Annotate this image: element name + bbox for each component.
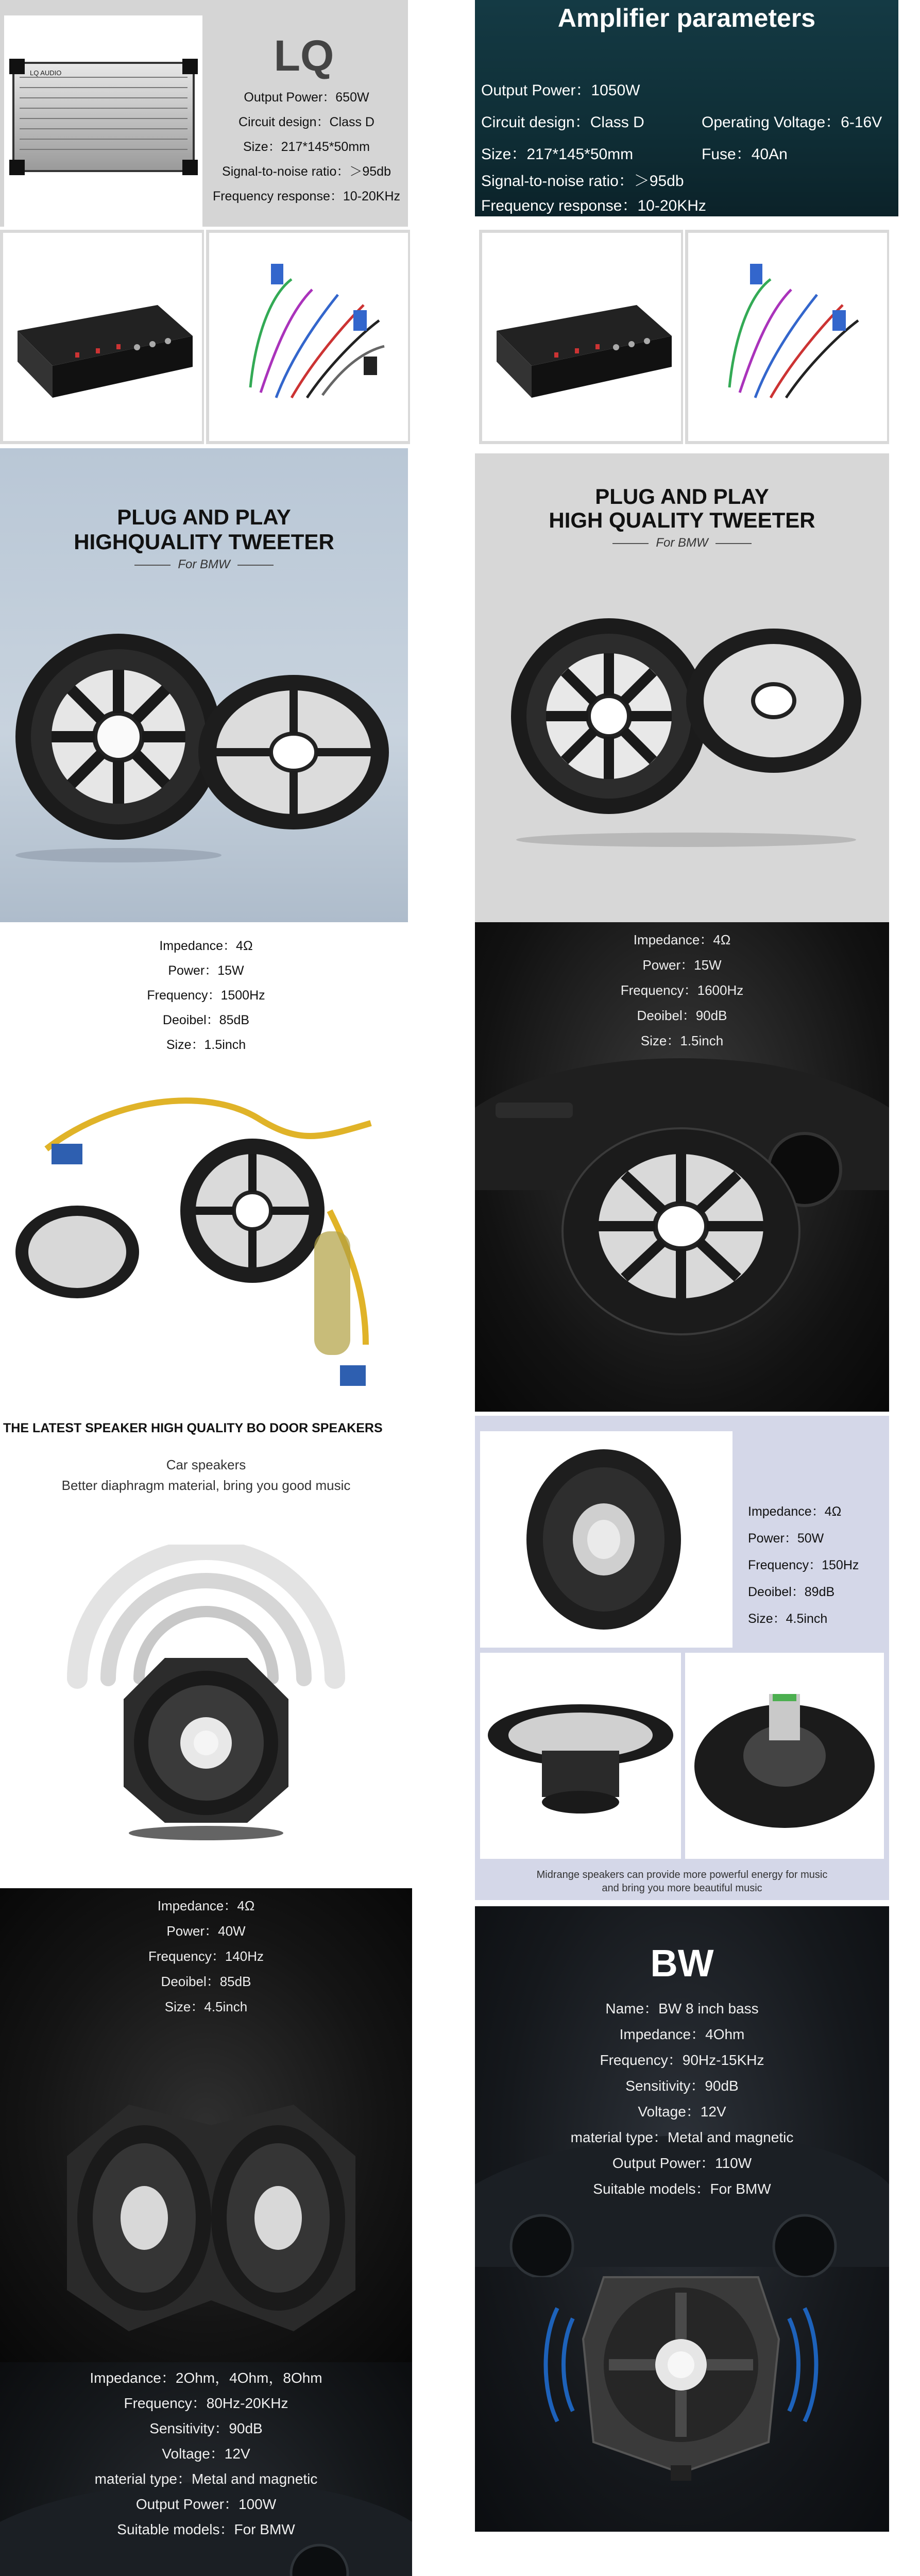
midrange-back-image	[685, 1653, 884, 1859]
amp-circuit: Circuit design：Class D	[481, 114, 644, 131]
spec-line: Frequency：1600Hz	[620, 982, 744, 998]
bw-specs	[475, 1996, 889, 2202]
spec-line: Size：4.5inch	[164, 1999, 248, 2014]
spec-line: Sensitivity：90dB	[149, 2420, 263, 2436]
tweeter-pair-image	[15, 603, 397, 871]
tweeter-subtitle-text: For BMW	[178, 557, 230, 571]
amp-photo-left	[0, 230, 204, 444]
spec-line: Deoibel：85dB	[162, 1013, 250, 1027]
amp-frequency: Frequency response：10-20KHz	[481, 197, 706, 214]
spec-line: Power：50W	[748, 1531, 824, 1546]
spec-line: material type：Metal and magnetic	[570, 2129, 794, 2145]
door-speakers-banner	[0, 1416, 412, 1885]
tweeter-subtitle	[475, 536, 889, 550]
amp-fuse: Fuse：40An	[702, 146, 788, 163]
tweeter-pair-image	[496, 582, 877, 850]
tweeter-heading-1: PLUG AND PLAY	[117, 505, 291, 529]
spec-line: Power：15W	[168, 963, 244, 978]
bass-subwoofer-image	[62, 2568, 350, 2576]
spec-line: Output Power：110W	[612, 2155, 752, 2171]
amp-snr: Signal-to-noise ratio：＞95db	[481, 173, 684, 190]
spec-line: Output Power：100W	[135, 2496, 277, 2512]
bw-title: BW	[650, 1942, 714, 1985]
cable-photo-right	[685, 230, 889, 444]
spec-line: Impedance：4Ω	[748, 1504, 842, 1519]
midrange-caption-2: and bring you more beautiful music	[602, 1883, 762, 1894]
spec-line: Voltage：12V	[638, 2104, 726, 2120]
spec-line: Size：1.5inch	[166, 1038, 246, 1052]
cable-photo-frame	[688, 233, 887, 441]
spec-line: Deoibel：90dB	[637, 1008, 727, 1023]
wiring-harness-image	[209, 233, 408, 441]
spec-line: Suitable models：For BMW	[593, 2181, 771, 2197]
midrange-back-photo	[685, 1653, 884, 1859]
tweeter-spec-list	[475, 927, 889, 1054]
amp-photo-frame	[482, 233, 681, 441]
cable-photo-left	[206, 230, 410, 444]
amp-photo-frame	[3, 233, 202, 441]
amplifier-angled-image	[3, 233, 202, 441]
spec-line: Size：4.5inch	[748, 1612, 828, 1626]
spec-line: Suitable models：For BMW	[117, 2521, 295, 2537]
tweeter-banner-right	[475, 453, 889, 922]
tweeter-spec-right	[475, 922, 889, 1412]
spec-line: Name：BW 8 inch bass	[605, 2001, 759, 2016]
lq-card	[0, 0, 408, 227]
spec-line: Voltage：12V	[162, 2446, 250, 2462]
lq-spec-line: Circuit design：Class D	[238, 115, 374, 129]
spec-line: Frequency：80Hz-20KHz	[124, 2395, 288, 2411]
tweeter-heading-2: HIGHQUALITY TWEETER	[74, 530, 334, 554]
amp-params-title: Amplifier parameters	[557, 4, 816, 32]
bw-card	[475, 1906, 889, 2532]
spec-line: Frequency：90Hz-15KHz	[600, 2052, 764, 2068]
cable-photo-frame	[209, 233, 408, 441]
midrange-specs	[748, 1498, 882, 1632]
spec-line: Power：15W	[642, 957, 722, 973]
spec-line: Deoibel：85dB	[161, 1974, 251, 1989]
tweeter-heading-1: PLUG AND PLAY	[595, 484, 769, 509]
lq-spec-line: Frequency response：10-20KHz	[212, 189, 401, 204]
lq-specs	[203, 85, 408, 209]
midrange-caption-1: Midrange speakers can provide more powerful energy for music	[536, 1869, 828, 1880]
amplifier-angled-image	[482, 233, 681, 441]
wiring-harness-image	[688, 233, 887, 441]
tweeter-image	[557, 1108, 805, 1345]
midrange-side-image	[480, 1653, 681, 1859]
midrange-spec-list	[0, 1893, 412, 2020]
amplifier-image	[4, 15, 202, 227]
amp-output-power: Output Power：1050W	[481, 82, 640, 99]
tweeter-subtitle-text: For BMW	[656, 536, 708, 550]
lq-spec-line: Signal-to-noise ratio：＞95db	[222, 164, 391, 179]
amp-photo-right	[479, 230, 683, 444]
bw-subwoofer-image	[526, 2236, 836, 2494]
spec-line: Frequency：1500Hz	[147, 988, 265, 1003]
door-speakers-sub2: Better diaphragm material, bring you good music	[61, 1478, 351, 1493]
spec-line: Deoibel：89dB	[748, 1585, 835, 1599]
midrange-side-photo	[480, 1653, 681, 1859]
spec-line: Impedance：4Ω	[157, 1898, 255, 1913]
midrange-speaker-image	[480, 1431, 732, 1648]
midrange-spec-dark	[0, 1888, 412, 2362]
tweeter-spec-left	[0, 922, 412, 1412]
spec-line: Power：40W	[166, 1923, 246, 1939]
lq-amp-photo	[4, 15, 202, 227]
tweeter-subtitle	[0, 557, 408, 572]
bass-specs	[0, 2365, 412, 2542]
spec-line: Size：1.5inch	[640, 1033, 724, 1048]
door-speaker-image	[46, 1545, 366, 1854]
midrange-pair-image	[57, 2094, 366, 2336]
amp-size: Size：217*145*50mm	[481, 146, 634, 163]
tweeter-heading-2: HIGH QUALITY TWEETER	[549, 508, 815, 532]
spec-line: Impedance：4Ω	[633, 932, 731, 947]
spec-line: Impedance：4Ohm	[619, 2026, 745, 2042]
spec-line: Impedance：2Ohm，4Ohm，8Ohm	[90, 2370, 322, 2386]
door-speakers-sub1: Car speakers	[166, 1457, 246, 1472]
spec-line: Frequency：150Hz	[748, 1558, 859, 1572]
lq-spec-line: Output Power：650W	[244, 90, 369, 105]
spec-line: Impedance：4Ω	[159, 939, 253, 953]
amp-voltage: Operating Voltage：6-16V	[702, 114, 882, 131]
amp-brand-label: LQ AUDIO	[30, 69, 62, 77]
lq-title: LQ	[274, 31, 334, 80]
tweeter-spec-list	[0, 934, 412, 1057]
bass-card-left	[0, 2362, 412, 2576]
lq-spec-line: Size：217*145*50mm	[243, 140, 370, 154]
door-speakers-title: THE LATEST SPEAKER HIGH QUALITY BO DOOR SPEAKERS	[3, 1421, 383, 1435]
midrange-card	[475, 1416, 889, 1900]
spec-line: Sensitivity：90dB	[625, 2078, 739, 2094]
spec-line: material type：Metal and magnetic	[94, 2471, 318, 2487]
midrange-photo-frame	[480, 1431, 732, 1648]
amp-params-card	[475, 0, 898, 216]
tweeter-banner-left	[0, 448, 408, 922]
spec-line: Frequency：140Hz	[148, 1948, 264, 1964]
tweeter-with-harness-image	[10, 1077, 402, 1406]
